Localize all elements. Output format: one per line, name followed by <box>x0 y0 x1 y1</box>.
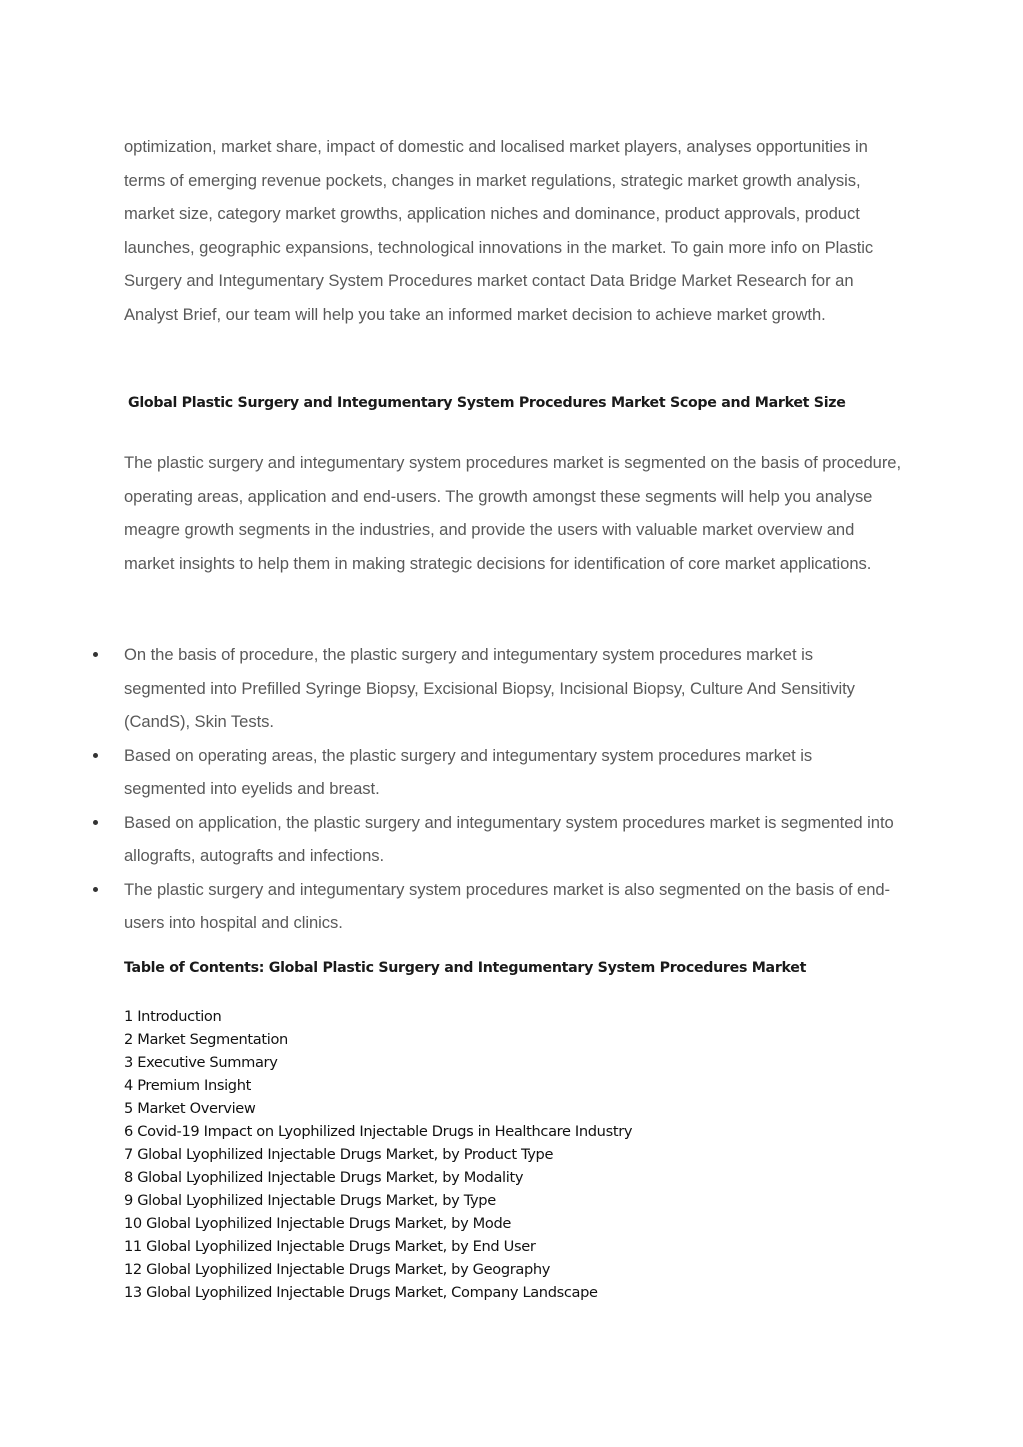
toc-item: 6 Covid-19 Impact on Lyophilized Injectable Drugs in Healthcare Industry <box>124 1123 633 1140</box>
bullet-item <box>0 638 894 739</box>
bullet-dot-icon <box>93 652 98 657</box>
bullet-text: Based on operating areas, the plastic surgery and integumentary system procedures market is segmented into eyelids and breast. <box>124 745 813 798</box>
bullet-text: Based on application, the plastic surgery and integumentary system procedures market is segmented into allografts, autografts and infections. <box>124 812 894 865</box>
toc-item: 10 Global Lyophilized Injectable Drugs Market, by Mode <box>124 1215 512 1232</box>
toc-item: 2 Market Segmentation <box>124 1031 288 1048</box>
toc-item: 9 Global Lyophilized Injectable Drugs Market, by Type <box>124 1192 496 1209</box>
bullet-dot-icon <box>93 887 98 892</box>
table-of-contents-list <box>124 1005 632 1304</box>
toc-item: 3 Executive Summary <box>124 1054 278 1071</box>
segmentation-bullet-list <box>0 638 894 940</box>
bullet-dot-icon <box>93 820 98 825</box>
bullet-item <box>0 873 894 940</box>
table-of-contents-heading: Table of Contents: Global Plastic Surgery and Integumentary System Procedures Market <box>124 960 807 976</box>
bullet-text: The plastic surgery and integumentary system procedures market is also segmented on the basis of end-users into hospital and clinics. <box>124 879 891 932</box>
toc-item: 11 Global Lyophilized Injectable Drugs Market, by End User <box>124 1238 536 1255</box>
bullet-dot-icon <box>93 753 98 758</box>
scope-heading: Global Plastic Surgery and Integumentary System Procedures Market Scope and Market Size <box>128 395 846 411</box>
scope-paragraph: The plastic surgery and integumentary system procedures market is segmented on the basis of procedure, operating areas, application and end-users. The growth amongst these segments will help you analyse meagre growth segments in the industries, and provide the users with valuable market overview and market insights to help them in making strategic decisions for identification of core market applications. <box>124 453 902 573</box>
toc-item: 1 Introduction <box>124 1008 222 1025</box>
bullet-item <box>0 806 894 873</box>
toc-item: 7 Global Lyophilized Injectable Drugs Market, by Product Type <box>124 1146 554 1163</box>
intro-paragraph: optimization, market share, impact of domestic and localised market players, analyses opportunities in terms of emerging revenue pockets, changes in market regulations, strategic market growth analysis, market size, category market growths, application niches and dominance, product approvals, product launches, geographic expansions, technological innovations in the market. To gain more info on Plastic Surgery and Integumentary System Procedures market contact Data Bridge Market Research for an Analyst Brief, our team will help you take an informed market decision to achieve market growth. <box>124 137 874 324</box>
bullet-text: On the basis of procedure, the plastic surgery and integumentary system procedures market is segmented into Prefilled Syringe Biopsy, Excisional Biopsy, Incisional Biopsy, Culture And Sensitivity (CandS), Skin Tests. <box>124 645 855 731</box>
toc-item: 13 Global Lyophilized Injectable Drugs Market, Company Landscape <box>124 1284 598 1301</box>
toc-item: 5 Market Overview <box>124 1100 256 1117</box>
toc-item: 4 Premium Insight <box>124 1077 251 1094</box>
bullet-item <box>0 739 894 806</box>
toc-item: 8 Global Lyophilized Injectable Drugs Market, by Modality <box>124 1169 524 1186</box>
toc-item: 12 Global Lyophilized Injectable Drugs Market, by Geography <box>124 1261 551 1278</box>
